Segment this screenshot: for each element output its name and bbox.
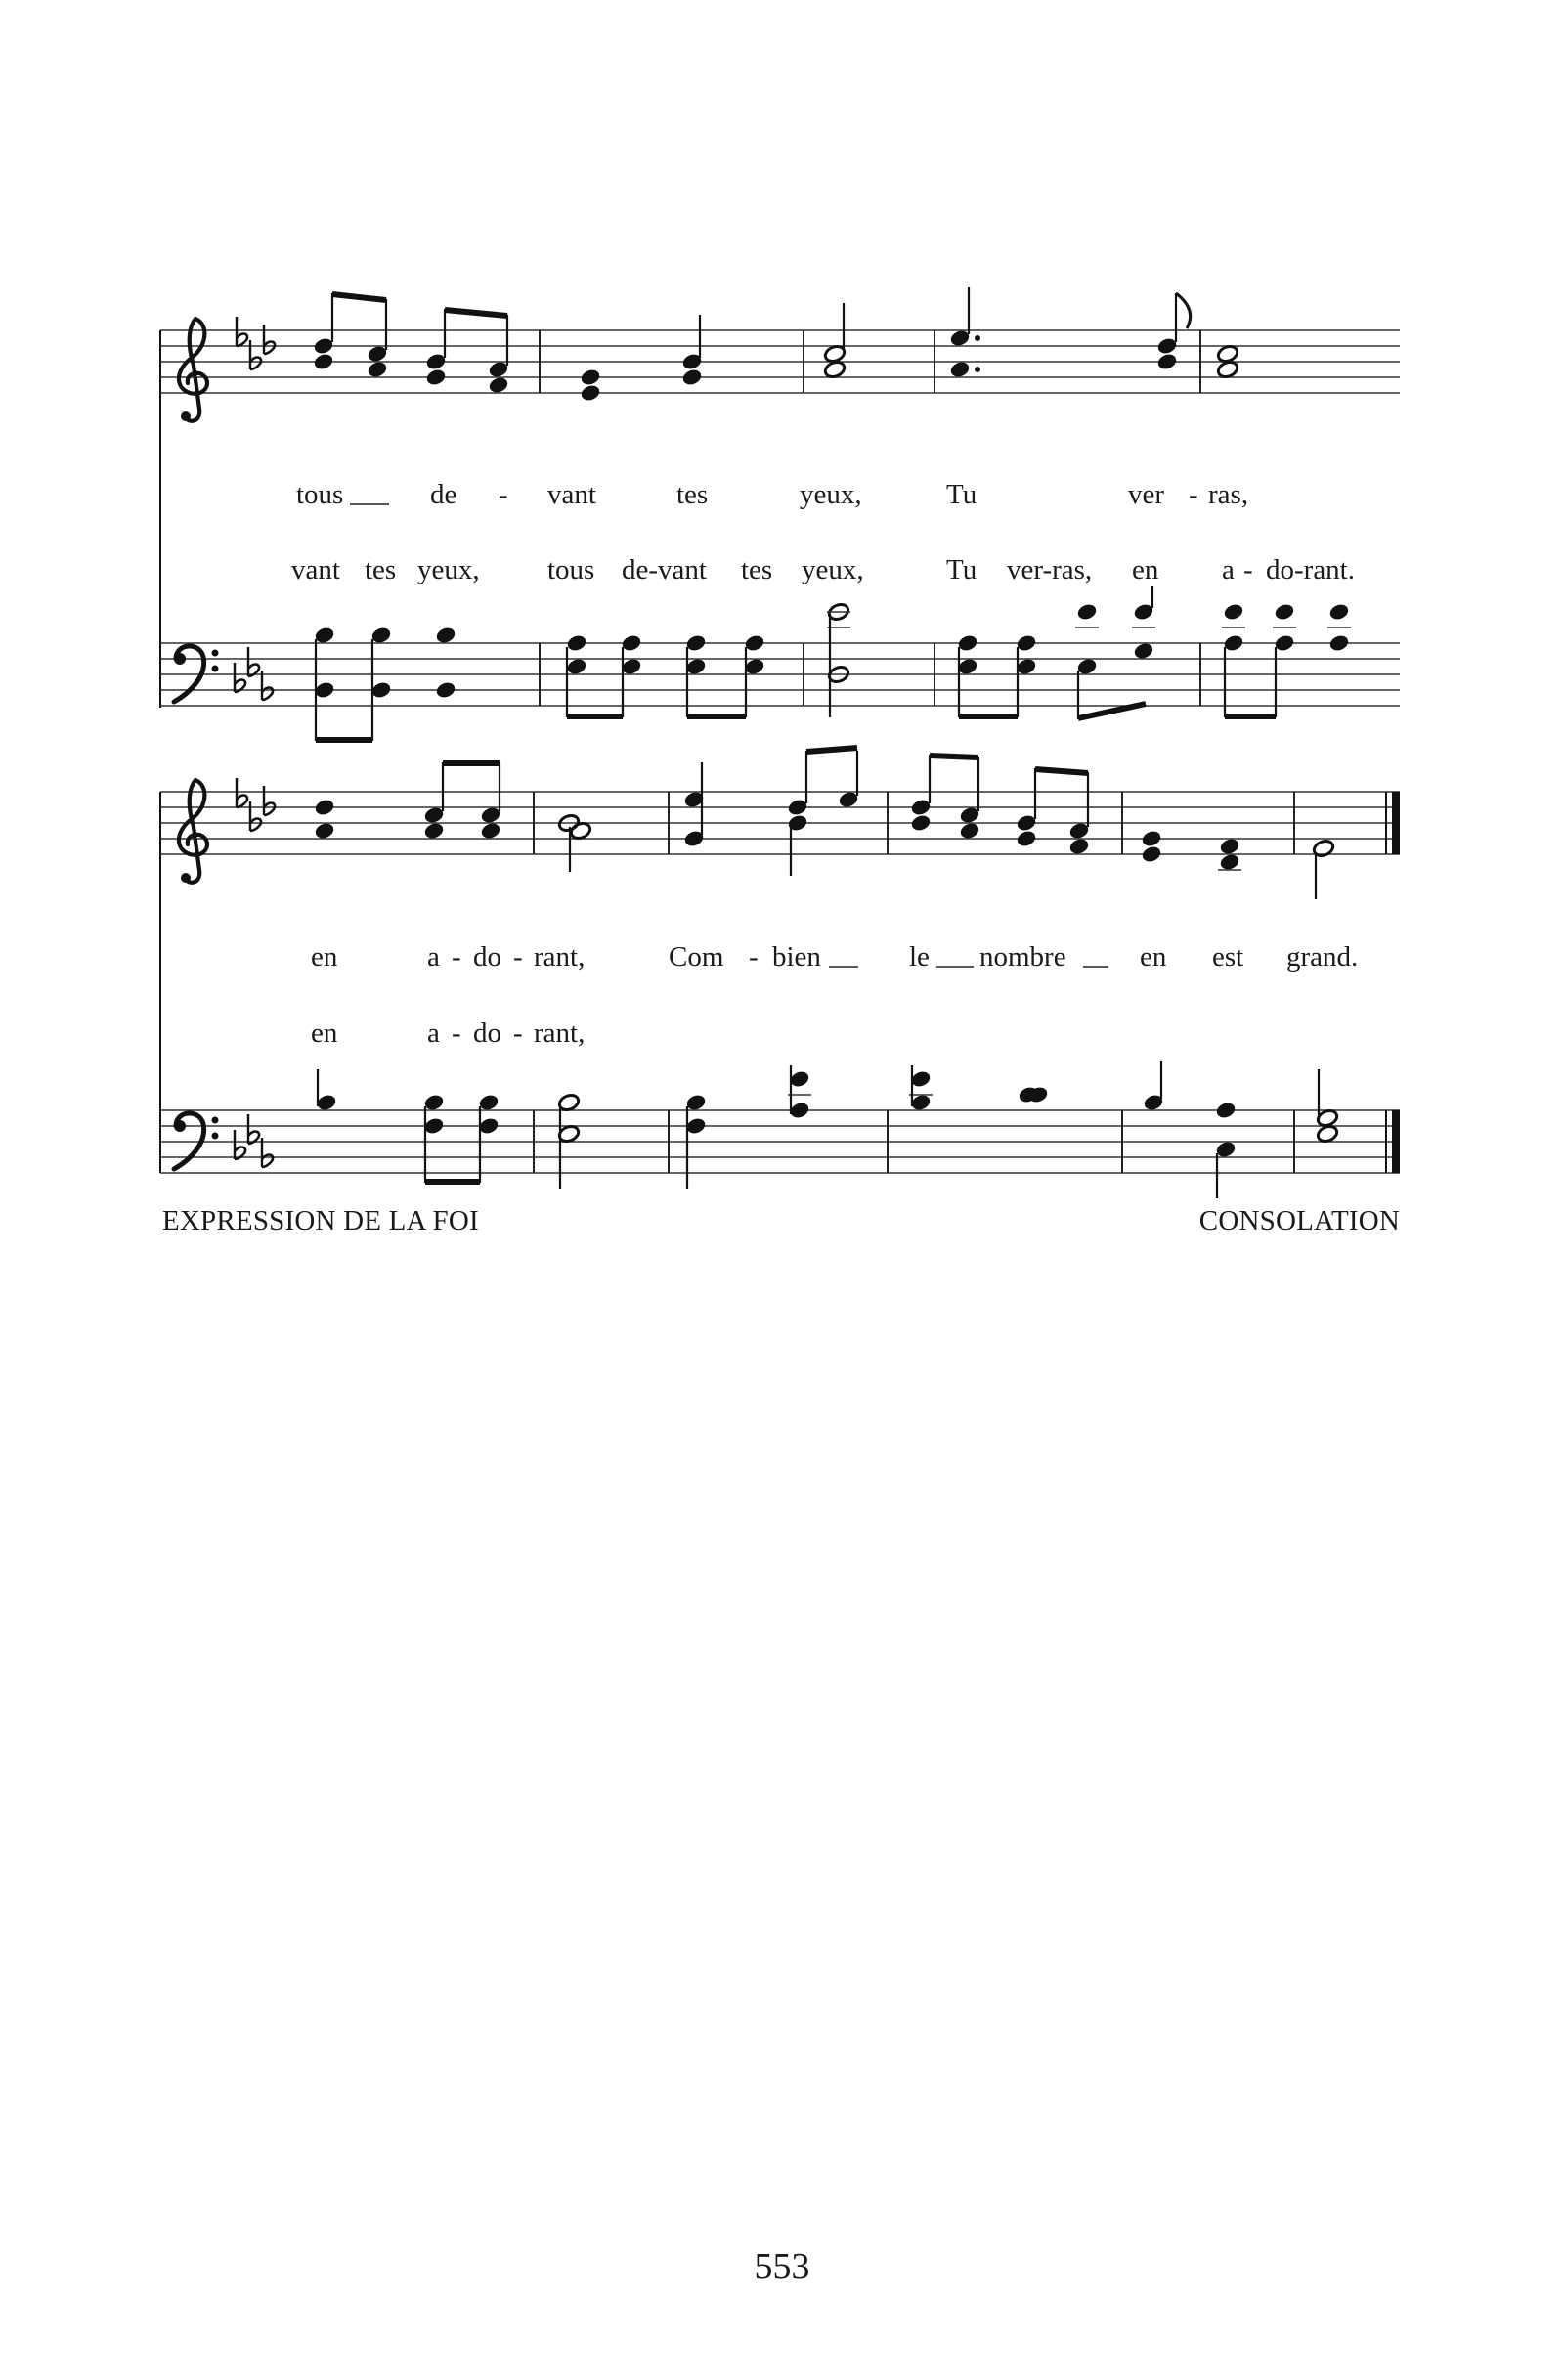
bass-notes-1: [314, 586, 1351, 741]
bass-notes-2: [316, 1061, 1339, 1198]
svg-text:tous: tous: [296, 479, 344, 510]
svg-text:tes: tes: [741, 554, 773, 585]
svg-text:-: -: [1243, 554, 1253, 585]
lyrics-verse-b-2: [311, 1017, 585, 1049]
svg-text:en: en: [1140, 941, 1167, 973]
svg-text:-: -: [513, 1017, 523, 1049]
svg-text:ver-ras,: ver-ras,: [1007, 554, 1093, 585]
svg-text:de-vant: de-vant: [622, 554, 707, 585]
svg-text:vant: vant: [291, 554, 340, 585]
svg-text:rant,: rant,: [534, 1017, 586, 1049]
svg-text:tous: tous: [547, 554, 595, 585]
svg-text:-: -: [1189, 479, 1198, 510]
svg-text:-: -: [513, 941, 523, 973]
svg-text:tes: tes: [676, 479, 709, 510]
svg-text:en: en: [311, 941, 338, 973]
svg-text:bien: bien: [772, 941, 821, 973]
page-number: 553: [754, 2246, 810, 2287]
svg-text:ras,: ras,: [1208, 479, 1249, 510]
treble-notes-1: [313, 287, 1239, 403]
svg-text:nombre: nombre: [979, 941, 1066, 973]
svg-text:vant: vant: [547, 479, 596, 510]
lyrics-verse-a-1: [296, 479, 1248, 510]
svg-text:le: le: [909, 941, 930, 973]
svg-text:de: de: [430, 479, 457, 510]
svg-text:est: est: [1212, 941, 1244, 973]
svg-text:do: do: [473, 941, 501, 973]
key-signature-flats-bass-2: [235, 1114, 273, 1167]
svg-text:a: a: [427, 1017, 440, 1049]
svg-text:yeux,: yeux,: [800, 479, 862, 510]
footer-section-label: EXPRESSION DE LA FOI: [162, 1205, 479, 1236]
svg-text:a: a: [1222, 554, 1235, 585]
svg-text:grand.: grand.: [1286, 941, 1359, 973]
svg-text:a: a: [427, 941, 440, 973]
svg-text:-: -: [499, 479, 508, 510]
svg-text:-: -: [452, 1017, 461, 1049]
svg-text:tes: tes: [365, 554, 397, 585]
svg-text:do: do: [473, 1017, 501, 1049]
key-signature-flats-bass: [235, 647, 273, 700]
footer-tune-name: CONSOLATION: [1198, 1205, 1400, 1236]
lyrics-verse-a-2: [311, 941, 1358, 973]
svg-text:-: -: [749, 941, 759, 973]
bass-staff-1: [160, 643, 1400, 706]
treble-staff-1: [160, 330, 1400, 393]
treble-clef-icon: [179, 319, 207, 421]
svg-text:en: en: [1132, 554, 1159, 585]
treble-clef-icon: [179, 780, 207, 883]
lyrics-verse-b-1: [291, 554, 1355, 585]
svg-text:ver: ver: [1128, 479, 1165, 510]
bass-staff-2: [160, 1110, 1400, 1173]
system-2: [160, 748, 1400, 1198]
svg-text:yeux,: yeux,: [417, 554, 480, 585]
svg-text:rant,: rant,: [534, 941, 586, 973]
svg-text:do-rant.: do-rant.: [1266, 554, 1355, 585]
svg-text:-: -: [452, 941, 461, 973]
treble-staff-2: [160, 792, 1400, 854]
svg-text:Tu: Tu: [946, 554, 978, 585]
svg-text:Tu: Tu: [946, 479, 978, 510]
svg-text:en: en: [311, 1017, 338, 1049]
system-1: [160, 287, 1400, 741]
svg-text:yeux,: yeux,: [802, 554, 864, 585]
svg-text:Com: Com: [669, 941, 724, 973]
